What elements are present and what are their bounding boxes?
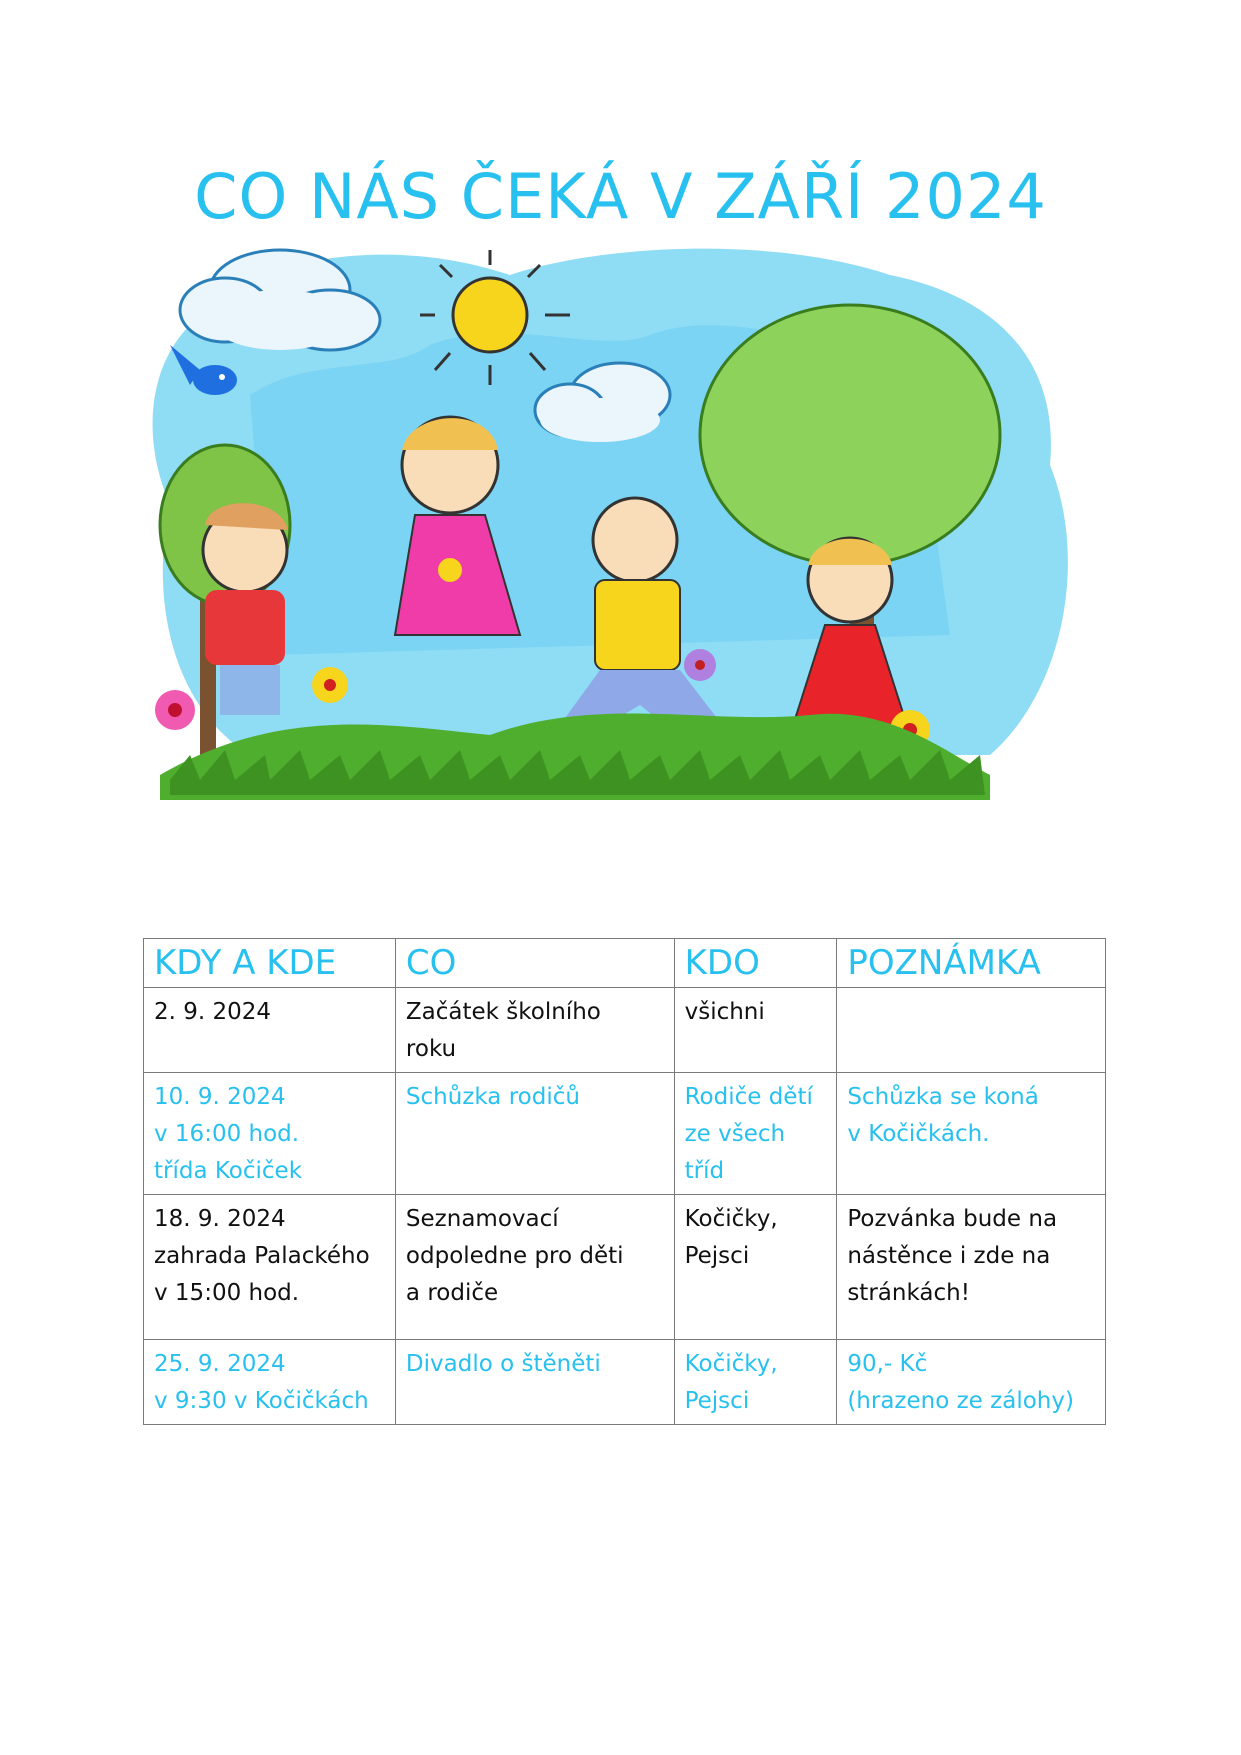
page-title: CO NÁS ČEKÁ V ZÁŘÍ 2024 bbox=[194, 160, 1047, 233]
cell-when-where: 10. 9. 2024 v 16:00 hod. třída Kočiček bbox=[144, 1073, 396, 1195]
header-note: POZNÁMKA bbox=[837, 939, 1106, 988]
table-row bbox=[144, 1073, 1106, 1195]
table-row bbox=[144, 1340, 1106, 1425]
cell-what: Divadlo o štěněti bbox=[395, 1340, 674, 1425]
cell-who: Rodiče dětí ze všech tříd bbox=[674, 1073, 837, 1195]
cell-note: 90,- Kč (hrazeno ze zálohy) bbox=[837, 1340, 1106, 1425]
flower-yellow-left bbox=[312, 667, 348, 703]
schedule-table bbox=[143, 938, 1106, 1425]
flower-pink bbox=[155, 690, 195, 730]
cell-who: všichni bbox=[674, 988, 837, 1073]
table-row bbox=[144, 1195, 1106, 1340]
cell-what: Seznamovací odpoledne pro děti a rodiče bbox=[395, 1195, 674, 1340]
cell-note: Schůzka se koná v Kočičkách. bbox=[837, 1073, 1106, 1195]
cell-what: Schůzka rodičů bbox=[395, 1073, 674, 1195]
cell-when-where: 18. 9. 2024 zahrada Palackého v 15:00 hod. bbox=[144, 1195, 396, 1340]
table-row bbox=[144, 988, 1106, 1073]
cell-who: Kočičky, Pejsci bbox=[674, 1340, 837, 1425]
table-header-row bbox=[144, 939, 1106, 988]
flower-purple bbox=[684, 649, 716, 681]
cell-when-where: 2. 9. 2024 bbox=[144, 988, 396, 1073]
cell-note bbox=[837, 988, 1106, 1073]
header-what: CO bbox=[395, 939, 674, 988]
header-when-where: KDY A KDE bbox=[144, 939, 396, 988]
header-who: KDO bbox=[674, 939, 837, 988]
children-playing-illustration bbox=[130, 235, 1110, 900]
cell-who: Kočičky, Pejsci bbox=[674, 1195, 837, 1340]
cell-note: Pozvánka bude na nástěnce i zde na stránkách! bbox=[837, 1195, 1106, 1340]
cell-what: Začátek školního roku bbox=[395, 988, 674, 1073]
cell-when-where: 25. 9. 2024 v 9:30 v Kočičkách bbox=[144, 1340, 396, 1425]
